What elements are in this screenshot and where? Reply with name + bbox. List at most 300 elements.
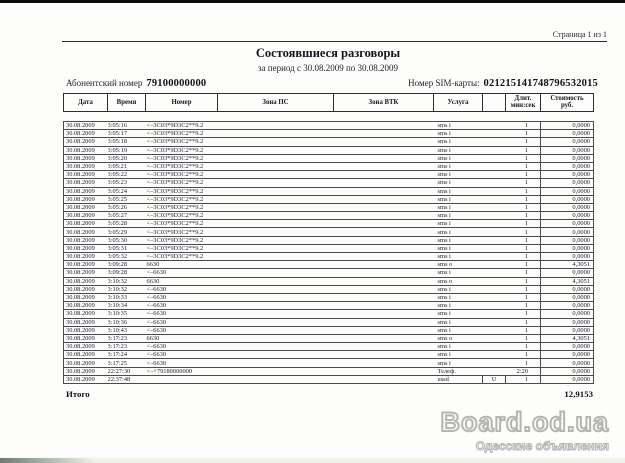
cell-flag	[483, 359, 506, 367]
cell-zone-ps	[218, 203, 334, 211]
cell-duration: 1	[506, 187, 541, 195]
cell-number: <–6630	[146, 302, 218, 310]
cell-zone-ps	[218, 236, 334, 244]
cell-date: 30.08.2009	[64, 253, 108, 261]
cell-duration: 1	[506, 302, 541, 310]
cell-cost: 0,0000	[541, 203, 594, 211]
cell-service: sms i	[434, 253, 483, 261]
cell-cost: 0,0000	[541, 146, 594, 154]
cell-flag	[483, 162, 506, 170]
cell-zone-ps	[218, 162, 334, 170]
cell-number: <–6630	[146, 285, 218, 293]
cell-cost: 0,0000	[541, 195, 594, 203]
cell-date: 30.08.2009	[64, 154, 108, 162]
cell-cost: 4,3051	[541, 261, 594, 269]
cell-zone-ps	[218, 375, 334, 383]
cell-flag	[483, 195, 506, 203]
cell-cost: 0,0000	[541, 236, 594, 244]
table-row	[64, 375, 594, 383]
scan-corner-artifact	[0, 458, 95, 463]
cell-cost: 0,0000	[541, 367, 594, 375]
cell-date: 30.08.2009	[64, 228, 108, 236]
cell-service: sms i	[434, 318, 483, 326]
cell-date: 30.08.2009	[64, 375, 108, 383]
cell-time: 3:05:29	[108, 228, 146, 236]
cell-cost: 0,0000	[541, 310, 594, 318]
cell-duration: 1	[506, 277, 541, 285]
cell-date: 30.08.2009	[64, 261, 108, 269]
cell-cost: 0,0000	[541, 130, 594, 138]
cell-number: <–3C03*9D3C2**9.2	[146, 122, 218, 130]
cell-duration: 1	[506, 326, 541, 334]
cell-number: <–3C03*9D3C2**9.2	[146, 212, 218, 220]
cell-zone-vtk	[334, 236, 434, 244]
cell-date: 30.08.2009	[64, 310, 108, 318]
table-row	[64, 146, 594, 154]
cell-flag	[483, 285, 506, 293]
cell-zone-ps	[218, 138, 334, 146]
cell-cost: 0,0000	[541, 285, 594, 293]
cell-zone-vtk	[334, 195, 434, 203]
cell-cost: 0,0000	[541, 253, 594, 261]
cell-time: 3:09:28	[108, 269, 146, 277]
cell-cost: 0,0000	[541, 220, 594, 228]
cell-service: sms i	[434, 285, 483, 293]
cell-time: 3:05:26	[108, 203, 146, 211]
cell-service: sms i	[434, 179, 483, 187]
cell-date: 30.08.2009	[64, 343, 108, 351]
cell-flag	[483, 122, 506, 130]
cell-flag	[483, 228, 506, 236]
cell-zone-ps	[218, 277, 334, 285]
cell-date: 30.08.2009	[64, 351, 108, 359]
cell-zone-vtk	[334, 171, 434, 179]
cell-number: <–6630	[146, 269, 218, 277]
cell-flag	[483, 318, 506, 326]
cell-service: sms i	[434, 293, 483, 301]
report-period: за период с 30.08.2009 по 30.08.2009	[257, 63, 399, 73]
cell-time: 3:10:43	[108, 326, 146, 334]
cell-date: 30.08.2009	[64, 367, 108, 375]
cell-duration: 1	[506, 318, 541, 326]
cell-flag	[483, 171, 506, 179]
call-table	[63, 121, 594, 384]
table-row	[64, 244, 594, 252]
cell-date: 30.08.2009	[64, 203, 108, 211]
cell-cost: 0,0000	[541, 359, 594, 367]
cell-number: <–3C03*9D3C2**9.2	[146, 195, 218, 203]
cell-date: 30.08.2009	[64, 138, 108, 146]
cell-zone-ps	[218, 261, 334, 269]
cell-number: <–3C03*9D3C2**9.2	[146, 203, 218, 211]
table-row	[64, 130, 594, 138]
table-row	[64, 293, 594, 301]
cell-service: sms i	[434, 212, 483, 220]
watermark-logo: Board.od.ua	[440, 407, 609, 437]
cell-duration: 1	[506, 285, 541, 293]
cell-date: 30.08.2009	[64, 244, 108, 252]
cell-service: sms o	[434, 277, 483, 285]
cell-zone-ps	[218, 293, 334, 301]
table-row	[64, 318, 594, 326]
cell-flag	[483, 244, 506, 252]
cell-number: <–3C03*9D3C2**9.2	[146, 244, 218, 252]
cell-zone-vtk	[334, 253, 434, 261]
cell-duration: 1	[506, 154, 541, 162]
cell-zone-vtk	[334, 375, 434, 383]
cell-flag	[483, 334, 506, 342]
cell-number: <–3C03*9D3C2**9.2	[146, 138, 218, 146]
cell-number: <–3C03*9D3C2**9.2	[146, 130, 218, 138]
cell-zone-vtk	[334, 187, 434, 195]
cell-zone-ps	[218, 179, 334, 187]
table-row	[64, 334, 594, 342]
cell-time: 3:17:23	[108, 343, 146, 351]
cell-flag	[483, 310, 506, 318]
cell-date: 30.08.2009	[64, 122, 108, 130]
cell-zone-ps	[218, 326, 334, 334]
table-row	[64, 171, 594, 179]
cell-flag: U	[483, 375, 506, 383]
cell-number: 6630	[146, 277, 218, 285]
cell-duration: 1	[506, 212, 541, 220]
cell-zone-ps	[218, 212, 334, 220]
cell-service: sms i	[434, 203, 483, 211]
cell-number	[146, 375, 218, 383]
col-header-zone-vtk: Зона ВТК	[334, 94, 434, 112]
cell-zone-ps	[218, 244, 334, 252]
cell-number: <–3C03*9D3C2**9.2	[146, 228, 218, 236]
table-row	[64, 326, 594, 334]
cell-number: <–6630	[146, 310, 218, 318]
cell-cost: 0,0000	[541, 351, 594, 359]
cell-flag	[483, 138, 506, 146]
cell-time: 3:17:23	[108, 334, 146, 342]
cell-zone-vtk	[334, 244, 434, 252]
cell-date: 30.08.2009	[64, 212, 108, 220]
cell-date: 30.08.2009	[64, 285, 108, 293]
cell-time: 3:05:21	[108, 162, 146, 170]
cell-cost: 4,3051	[541, 277, 594, 285]
cell-zone-vtk	[334, 203, 434, 211]
cell-time: 3:05:17	[108, 130, 146, 138]
total-value: 12,9153	[564, 389, 593, 399]
cell-number: <–6630	[146, 318, 218, 326]
sim-number: 021215141748796532015	[483, 78, 598, 89]
cell-duration: 1	[506, 146, 541, 154]
cell-service: sms i	[434, 302, 483, 310]
cell-duration: 1	[506, 162, 541, 170]
cell-time: 3:09:28	[108, 261, 146, 269]
cell-number: 6630	[146, 334, 218, 342]
cell-time: 22:27:30	[108, 367, 146, 375]
cell-service: sms o	[434, 334, 483, 342]
cell-time: 3:05:31	[108, 244, 146, 252]
cell-time: 22:37:48	[108, 375, 146, 383]
cell-flag	[483, 326, 506, 334]
cell-flag	[483, 154, 506, 162]
cell-time: 3:05:30	[108, 236, 146, 244]
cell-zone-vtk	[334, 285, 434, 293]
total-label: Итого	[66, 389, 90, 399]
cell-flag	[483, 236, 506, 244]
cell-flag	[483, 220, 506, 228]
account-info-line	[66, 78, 598, 89]
cell-time: 3:05:16	[108, 122, 146, 130]
cell-number: <–3C03*9D3C2**9.2	[146, 171, 218, 179]
col-header-number: Номер	[146, 94, 218, 112]
cell-duration: 1	[506, 130, 541, 138]
cell-date: 30.08.2009	[64, 359, 108, 367]
account-label: Абонентский номер	[66, 78, 143, 88]
cell-zone-vtk	[334, 269, 434, 277]
cell-flag	[483, 293, 506, 301]
cell-duration: 1	[506, 195, 541, 203]
account-info	[66, 78, 206, 89]
cell-duration: 1	[506, 171, 541, 179]
cell-flag	[483, 253, 506, 261]
cell-time: 3:17:25	[108, 359, 146, 367]
cell-zone-ps	[218, 269, 334, 277]
cell-cost: 0,0000	[541, 244, 594, 252]
table-row	[64, 359, 594, 367]
cell-flag	[483, 130, 506, 138]
cell-duration: 1	[506, 343, 541, 351]
cell-number: 6630	[146, 261, 218, 269]
cell-service: sms i	[434, 187, 483, 195]
cell-service: sms i	[434, 310, 483, 318]
cell-zone-ps	[218, 343, 334, 351]
cell-service: sms i	[434, 171, 483, 179]
cell-service: sms i	[434, 269, 483, 277]
cell-flag	[483, 179, 506, 187]
cell-zone-vtk	[334, 122, 434, 130]
cell-zone-ps	[218, 171, 334, 179]
cell-duration: 1	[506, 138, 541, 146]
cell-duration: 1	[506, 261, 541, 269]
cell-number: <–3C03*9D3C2**9.2	[146, 220, 218, 228]
table-row	[64, 236, 594, 244]
cell-flag	[483, 261, 506, 269]
cell-number: <–6630	[146, 326, 218, 334]
cell-duration: 2:20	[506, 367, 541, 375]
cell-date: 30.08.2009	[64, 277, 108, 285]
table-row	[64, 261, 594, 269]
cell-date: 30.08.2009	[64, 130, 108, 138]
table-row	[64, 285, 594, 293]
table-row	[64, 162, 594, 170]
table-row	[64, 277, 594, 285]
top-black-bar	[0, 0, 625, 3]
col-header-service: Услуга	[434, 94, 483, 112]
site-watermark	[440, 407, 609, 453]
cell-time: 3:05:20	[108, 154, 146, 162]
cell-number: <–3C03*9D3C2**9.2	[146, 187, 218, 195]
cell-flag	[483, 269, 506, 277]
cell-number: <–3C03*9D3C2**9.2	[146, 179, 218, 187]
cell-time: 3:10:32	[108, 285, 146, 293]
cell-cost: 0,0000	[541, 171, 594, 179]
cell-duration: 1	[506, 310, 541, 318]
cell-service: sms o	[434, 261, 483, 269]
col-header-date: Дата	[64, 94, 108, 112]
cell-duration: 1	[506, 253, 541, 261]
cell-zone-vtk	[334, 212, 434, 220]
cell-cost: 0,0000	[541, 138, 594, 146]
cell-date: 30.08.2009	[64, 326, 108, 334]
cell-cost: 0,0000	[541, 212, 594, 220]
table-row	[64, 154, 594, 162]
cell-service: sms i	[434, 146, 483, 154]
sim-info	[408, 78, 598, 89]
cell-flag	[483, 187, 506, 195]
cell-zone-vtk	[334, 228, 434, 236]
table-row	[64, 310, 594, 318]
cell-service: sms i	[434, 154, 483, 162]
page-indicator: Страница 1 из 1	[552, 30, 607, 39]
cell-service: sms i	[434, 138, 483, 146]
cell-zone-vtk	[334, 277, 434, 285]
cell-zone-vtk	[334, 310, 434, 318]
col-header-time: Время	[108, 94, 146, 112]
cell-date: 30.08.2009	[64, 162, 108, 170]
cell-service: sms i	[434, 228, 483, 236]
cell-time: 3:05:22	[108, 171, 146, 179]
cell-number: <–3C03*9D3C2**9.2	[146, 162, 218, 170]
cell-time: 3:10:35	[108, 310, 146, 318]
cell-time: 3:10:34	[108, 302, 146, 310]
page-title: Состоявшиеся разговоры	[255, 46, 401, 60]
cell-date: 30.08.2009	[64, 269, 108, 277]
cell-zone-vtk	[334, 293, 434, 301]
cell-time: 3:05:18	[108, 138, 146, 146]
cell-duration: 1	[506, 220, 541, 228]
table-row	[64, 220, 594, 228]
col-header-duration: Длит. мин:сек	[506, 94, 541, 112]
table-row	[64, 351, 594, 359]
cell-date: 30.08.2009	[64, 171, 108, 179]
cell-time: 3:05:27	[108, 212, 146, 220]
cell-zone-vtk	[334, 326, 434, 334]
table-row	[64, 138, 594, 146]
cell-time: 3:05:19	[108, 146, 146, 154]
call-table-header	[63, 93, 594, 112]
cell-zone-vtk	[334, 130, 434, 138]
table-row	[64, 302, 594, 310]
cell-date: 30.08.2009	[64, 293, 108, 301]
cell-time: 3:17:24	[108, 351, 146, 359]
cell-duration: 1	[506, 359, 541, 367]
cell-date: 30.08.2009	[64, 220, 108, 228]
cell-zone-vtk	[334, 261, 434, 269]
col-header-zone-ps: Зона ПС	[218, 94, 334, 112]
cell-service: sms i	[434, 244, 483, 252]
cell-date: 30.08.2009	[64, 187, 108, 195]
cell-cost: 0,0000	[541, 343, 594, 351]
cell-zone-ps	[218, 122, 334, 130]
cell-flag	[483, 351, 506, 359]
cell-zone-ps	[218, 253, 334, 261]
cell-zone-vtk	[334, 334, 434, 342]
cell-service: sms i	[434, 195, 483, 203]
cell-number: <–6630	[146, 359, 218, 367]
cell-number: <–6630	[146, 351, 218, 359]
cell-service: sms i	[434, 220, 483, 228]
cell-zone-ps	[218, 228, 334, 236]
cell-zone-vtk	[334, 138, 434, 146]
cell-zone-vtk	[334, 359, 434, 367]
cell-zone-ps	[218, 130, 334, 138]
cell-date: 30.08.2009	[64, 334, 108, 342]
cell-duration: 1	[506, 122, 541, 130]
cell-time: 3:05:32	[108, 253, 146, 261]
cell-zone-ps	[218, 187, 334, 195]
table-row	[64, 343, 594, 351]
cell-cost: 0,0000	[541, 293, 594, 301]
cell-zone-ps	[218, 334, 334, 342]
cell-flag	[483, 343, 506, 351]
watermark-tagline: Одесские объявления	[475, 439, 609, 453]
cell-zone-vtk	[334, 162, 434, 170]
table-row	[64, 203, 594, 211]
cell-zone-ps	[218, 318, 334, 326]
cell-date: 30.08.2009	[64, 146, 108, 154]
cell-zone-vtk	[334, 154, 434, 162]
page-header-rule	[62, 30, 607, 42]
cell-date: 30.08.2009	[64, 302, 108, 310]
cell-cost: 0,0000	[541, 179, 594, 187]
cell-date: 30.08.2009	[64, 195, 108, 203]
cell-cost: 0,0000	[541, 228, 594, 236]
cell-number: <–3C03*9D3C2**9.2	[146, 253, 218, 261]
cell-zone-ps	[218, 351, 334, 359]
table-row	[64, 195, 594, 203]
cell-zone-ps	[218, 310, 334, 318]
table-row	[64, 253, 594, 261]
cell-duration: 1	[506, 203, 541, 211]
cell-duration: 1	[506, 375, 541, 383]
cell-zone-ps	[218, 195, 334, 203]
cell-cost: 0,0000	[541, 302, 594, 310]
cell-number: <–3C03*9D3C2**9.2	[146, 146, 218, 154]
cell-service: sms i	[434, 162, 483, 170]
cell-cost: 0,0000	[541, 269, 594, 277]
cell-zone-ps	[218, 367, 334, 375]
cell-zone-ps	[218, 302, 334, 310]
cell-number: <–3C03*9D3C2**9.2	[146, 154, 218, 162]
sim-label: Номер SIM-карты:	[408, 78, 480, 88]
cell-zone-ps	[218, 220, 334, 228]
cell-zone-vtk	[334, 146, 434, 154]
cell-time: 3:10:32	[108, 277, 146, 285]
cell-duration: 1	[506, 236, 541, 244]
cell-time: 3:05:28	[108, 220, 146, 228]
cell-service: sms i	[434, 359, 483, 367]
cell-cost: 0,0000	[541, 318, 594, 326]
cell-flag	[483, 302, 506, 310]
cell-zone-ps	[218, 285, 334, 293]
cell-time: 3:05:25	[108, 195, 146, 203]
cell-zone-vtk	[334, 351, 434, 359]
cell-cost: 0,0000	[541, 162, 594, 170]
cell-cost: 0,0000	[541, 154, 594, 162]
cell-service: ussd	[434, 375, 483, 383]
total-line	[66, 389, 593, 399]
cell-service: sms i	[434, 351, 483, 359]
cell-duration: 1	[506, 293, 541, 301]
cell-duration: 1	[506, 228, 541, 236]
cell-date: 30.08.2009	[64, 179, 108, 187]
